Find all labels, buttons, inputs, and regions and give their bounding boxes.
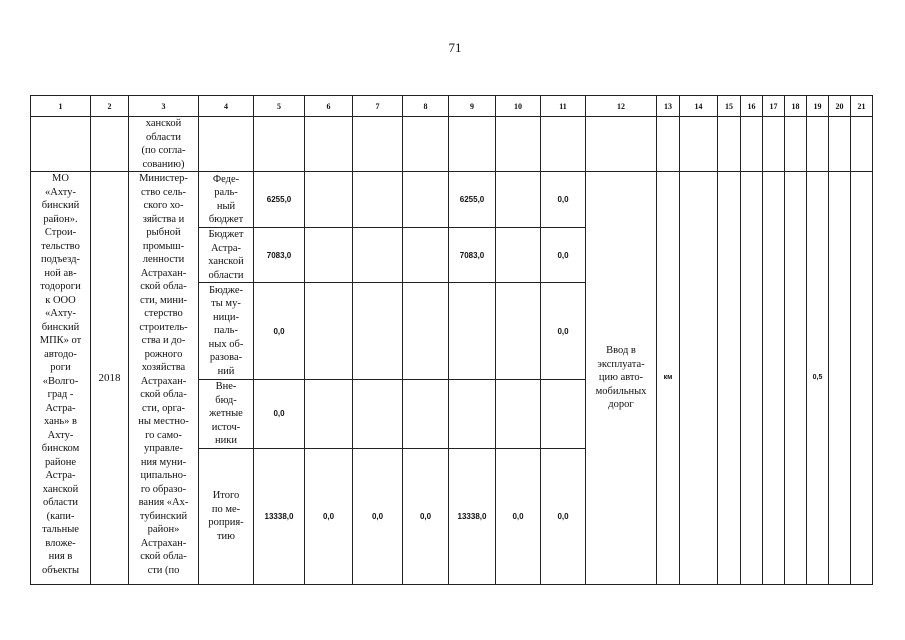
- program-table: [30, 95, 873, 585]
- value-cell: 0,0: [403, 448, 449, 584]
- object-name: МО «Ахту- бинский район». Строи- тельство подъезд- ной ав- тодороги к ООО «Ахту- бинский МПК» от автодо- роги «Волго- град - Астра- хань» в Ахту- бинском районе Астра- ханской области (капи- тальные вложе- ния в объекты: [31, 172, 91, 585]
- value-cell: 0,0: [254, 380, 305, 449]
- funding-source: Феде- раль- ный бюджет: [199, 172, 254, 228]
- header-cell: 7: [353, 96, 403, 117]
- value-cell: [496, 380, 541, 449]
- executor-cell: Министер- ство сель- ского хо- зяйства и рыбной промыш- ленности Астрахан- ской обла- сти, мини- стерство строитель- ства и до- рожного хозяйства Астрахан- ской обла- сти, орга- ны местно- го само- управле- ния муни- ципально- го образо- вания «Ах- тубинский район» Астрахан- ской обла- сти (по: [129, 172, 199, 585]
- value-cell: [305, 283, 353, 380]
- value-cell: 0,0: [541, 448, 586, 584]
- value-cell: 0,0: [254, 283, 305, 380]
- value-cell: 0,0: [496, 448, 541, 584]
- value-cell: 0,0: [541, 172, 586, 228]
- value-cell: 0,0: [541, 283, 586, 380]
- header-cell: 15: [718, 96, 741, 117]
- header-cell: 17: [763, 96, 785, 117]
- value-cell: 7083,0: [449, 228, 496, 283]
- funding-source: Бюджет Астра- ханской области: [199, 228, 254, 283]
- value-cell: [305, 172, 353, 228]
- header-cell: 10: [496, 96, 541, 117]
- header-cell: 21: [851, 96, 873, 117]
- header-cell: 13: [657, 96, 680, 117]
- header-cell: 16: [741, 96, 763, 117]
- value-cell: 0,0: [353, 448, 403, 584]
- value-cell: [449, 283, 496, 380]
- value-cell: 6255,0: [449, 172, 496, 228]
- header-cell: 9: [449, 96, 496, 117]
- value-cell: [496, 228, 541, 283]
- value-cell: [403, 380, 449, 449]
- page-number: 71: [448, 40, 462, 55]
- value-cell: 0,0: [541, 228, 586, 283]
- unit-cell: км: [657, 172, 680, 585]
- value-cell: [541, 380, 586, 449]
- funding-source: Вне- бюд- жетные источ- ники: [199, 380, 254, 449]
- header-cell: 5: [254, 96, 305, 117]
- header-cell: 2: [91, 96, 129, 117]
- header-cell: 19: [807, 96, 829, 117]
- header-cell: 6: [305, 96, 353, 117]
- value-cell: [496, 283, 541, 380]
- value-cell: [403, 172, 449, 228]
- value-cell: 6255,0: [254, 172, 305, 228]
- value-cell: [353, 228, 403, 283]
- value-cell: [353, 380, 403, 449]
- funding-source: Бюдже- ты му- ници- паль- ных об- разова- ний: [199, 283, 254, 380]
- year-cell: 2018: [91, 172, 129, 585]
- column-number-row: [31, 96, 873, 117]
- value-cell: 7083,0: [254, 228, 305, 283]
- value-cell: [403, 283, 449, 380]
- value-cell: 0,0: [305, 448, 353, 584]
- value-cell: [496, 172, 541, 228]
- continued-executor: ханской области (по согла- сованию): [129, 117, 199, 172]
- indicator-cell: Ввод в эксплуата- цию авто- мобильных дорог: [586, 172, 657, 585]
- value-cell: 13338,0: [254, 448, 305, 584]
- header-cell: 8: [403, 96, 449, 117]
- header-cell: 18: [785, 96, 807, 117]
- value-cell: [305, 228, 353, 283]
- header-cell: 14: [680, 96, 718, 117]
- header-cell: 11: [541, 96, 586, 117]
- value-cell: 13338,0: [449, 448, 496, 584]
- header-cell: 4: [199, 96, 254, 117]
- funding-source: Итого по ме- роприя- тию: [199, 448, 254, 584]
- header-cell: 1: [31, 96, 91, 117]
- table-row: [31, 172, 873, 228]
- value-cell: [403, 228, 449, 283]
- target-value-cell: 0,5: [807, 172, 829, 585]
- value-cell: [449, 380, 496, 449]
- header-cell: 3: [129, 96, 199, 117]
- header-cell: 20: [829, 96, 851, 117]
- value-cell: [353, 283, 403, 380]
- value-cell: [353, 172, 403, 228]
- continuation-row: [31, 117, 873, 172]
- value-cell: [305, 380, 353, 449]
- header-cell: 12: [586, 96, 657, 117]
